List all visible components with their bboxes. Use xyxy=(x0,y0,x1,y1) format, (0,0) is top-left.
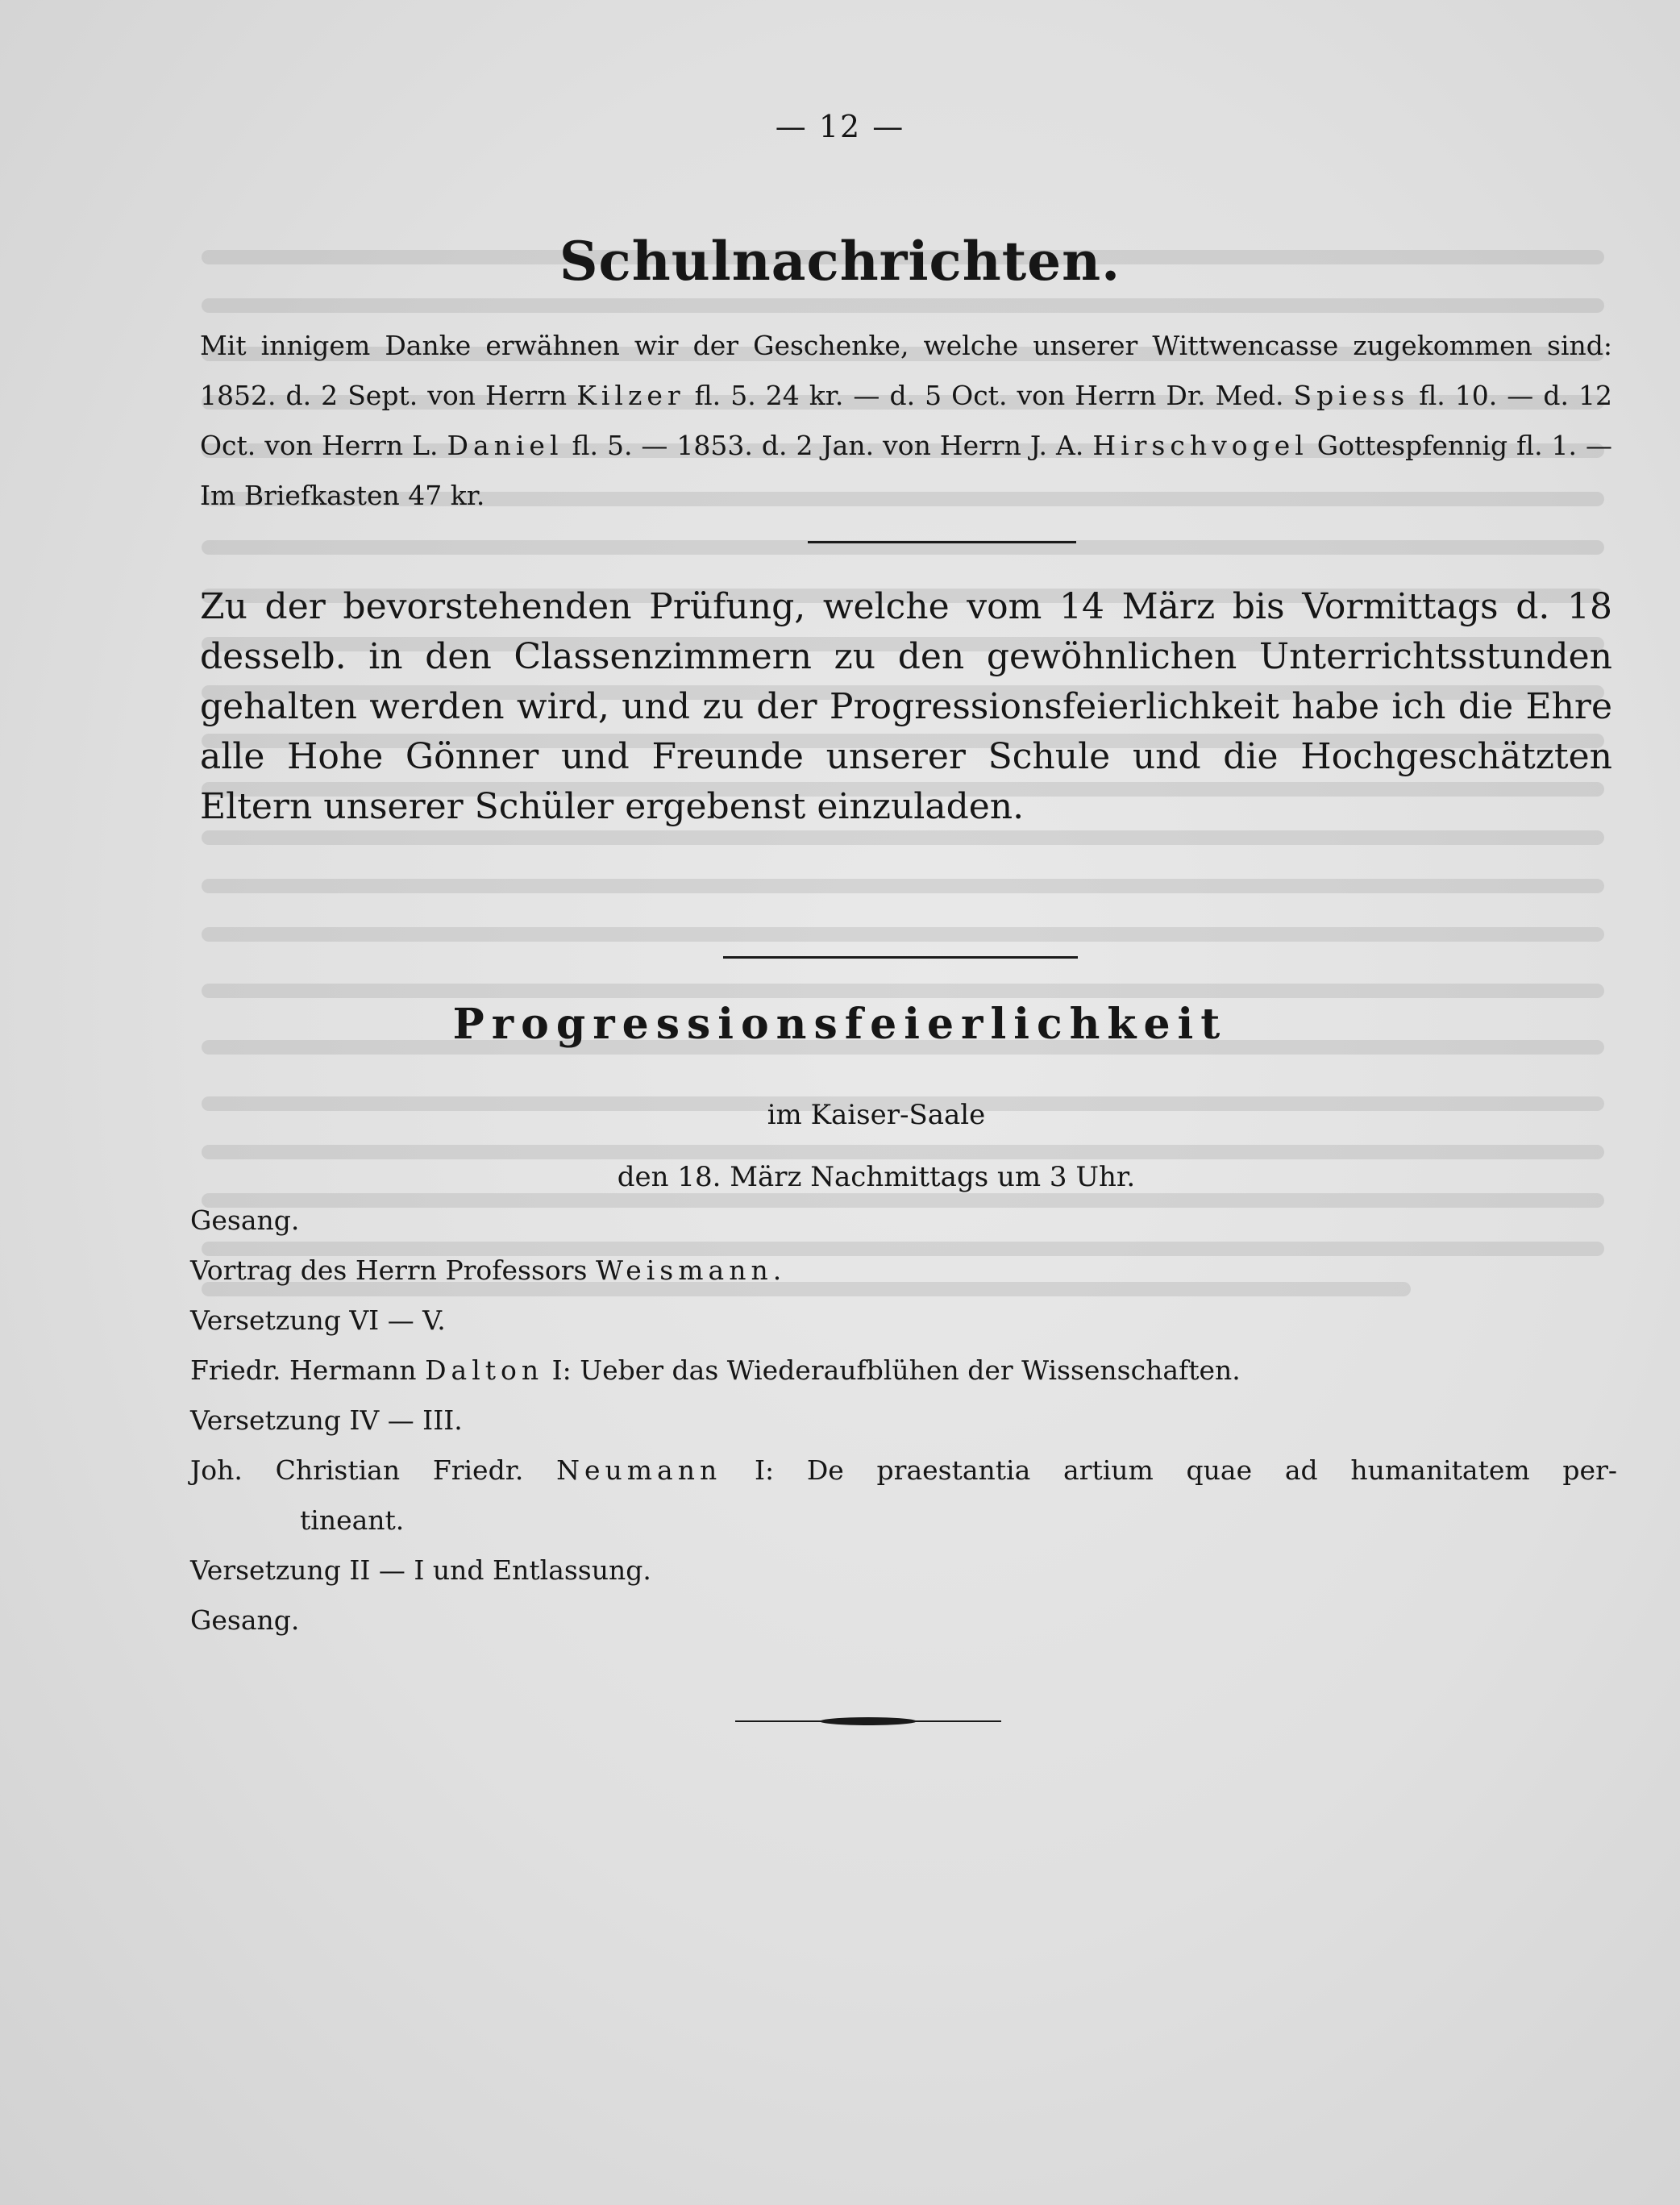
ceremony-title: Progressionsfeierlichkeit xyxy=(452,1000,1228,1049)
program-item-text: . xyxy=(772,1254,782,1286)
donations-text: Mit innigem Danke erwähnen wir der Geschenke, welche unserer Wittwencasse zugekommen sind: 1852. d. 2 Sept. von Herrn xyxy=(200,330,1612,411)
donations-text: fl. 10. — d. 12 Oct. von Herrn L. xyxy=(200,380,1612,461)
program-item-text: Joh. Christian Friedr. xyxy=(190,1454,557,1486)
program-item-text: I: De praestantia artium quae ad humanitatem per- xyxy=(721,1454,1617,1486)
program-item-text: Friedr. Hermann xyxy=(190,1354,426,1386)
donor-name: Hirschvogel xyxy=(1092,430,1308,461)
donations-text: fl. 5. — 1853. d. 2 Jan. von Herrn J. A. xyxy=(563,430,1093,461)
program-item: Gesang. xyxy=(190,1604,300,1636)
donations-text: Gottespfennig fl. 1. — Im Briefkasten 47 kr. xyxy=(200,430,1612,511)
program-item-text: I: Ueber das Wiederaufblühen der Wissenschaften. xyxy=(543,1354,1241,1386)
speaker-name: Weismann xyxy=(595,1254,773,1286)
end-ornament-icon xyxy=(735,1716,1001,1727)
program-list xyxy=(190,1196,1617,1645)
program-item xyxy=(190,1446,1617,1496)
ceremony-date-time: den 18. März Nachmittags um 3 Uhr. xyxy=(617,1161,1136,1193)
program-item: Versetzung VI — V. xyxy=(190,1304,446,1336)
program-item xyxy=(190,1346,1617,1396)
program-item-text: Vortrag des Herrn Professors xyxy=(190,1254,596,1286)
page-number: — 12 — xyxy=(775,109,905,144)
program-item: Versetzung II — I und Entlassung. xyxy=(190,1554,651,1586)
speaker-name: Neumann xyxy=(556,1454,722,1486)
donations-paragraph xyxy=(200,321,1612,521)
section-divider-rule xyxy=(723,956,1078,959)
donor-name: Kilzer xyxy=(576,380,685,411)
donations-text: fl. 5. 24 kr. — d. 5 Oct. von Herrn Dr. Med. xyxy=(684,380,1294,411)
speaker-name: Dalton xyxy=(425,1354,544,1386)
donor-name: Spiess xyxy=(1293,380,1410,411)
ceremony-location: im Kaiser-Saale xyxy=(767,1099,986,1131)
program-item xyxy=(190,1246,1617,1296)
program-item: Versetzung IV — III. xyxy=(190,1404,463,1436)
invitation-paragraph: Zu der bevorstehenden Prüfung, welche vom 14 März bis Vormittags d. 18 desselb. in den Classenzimmern zu den gewöhnlichen Unterrichtsstunden gehalten werden wird, und zu der Progressionsfeierlichkeit habe ich die Ehre alle Hohe Gönner und Freunde unserer Schule und die Hochgeschätzten Eltern unserer Schüler ergebenst einzuladen. xyxy=(200,586,1612,827)
section-divider-rule xyxy=(808,541,1076,543)
program-item: Gesang. xyxy=(190,1204,300,1236)
section-title: Schulnachrichten. xyxy=(559,230,1121,293)
donor-name: Daniel xyxy=(447,430,563,461)
program-item-continuation: tineant. xyxy=(300,1504,405,1536)
